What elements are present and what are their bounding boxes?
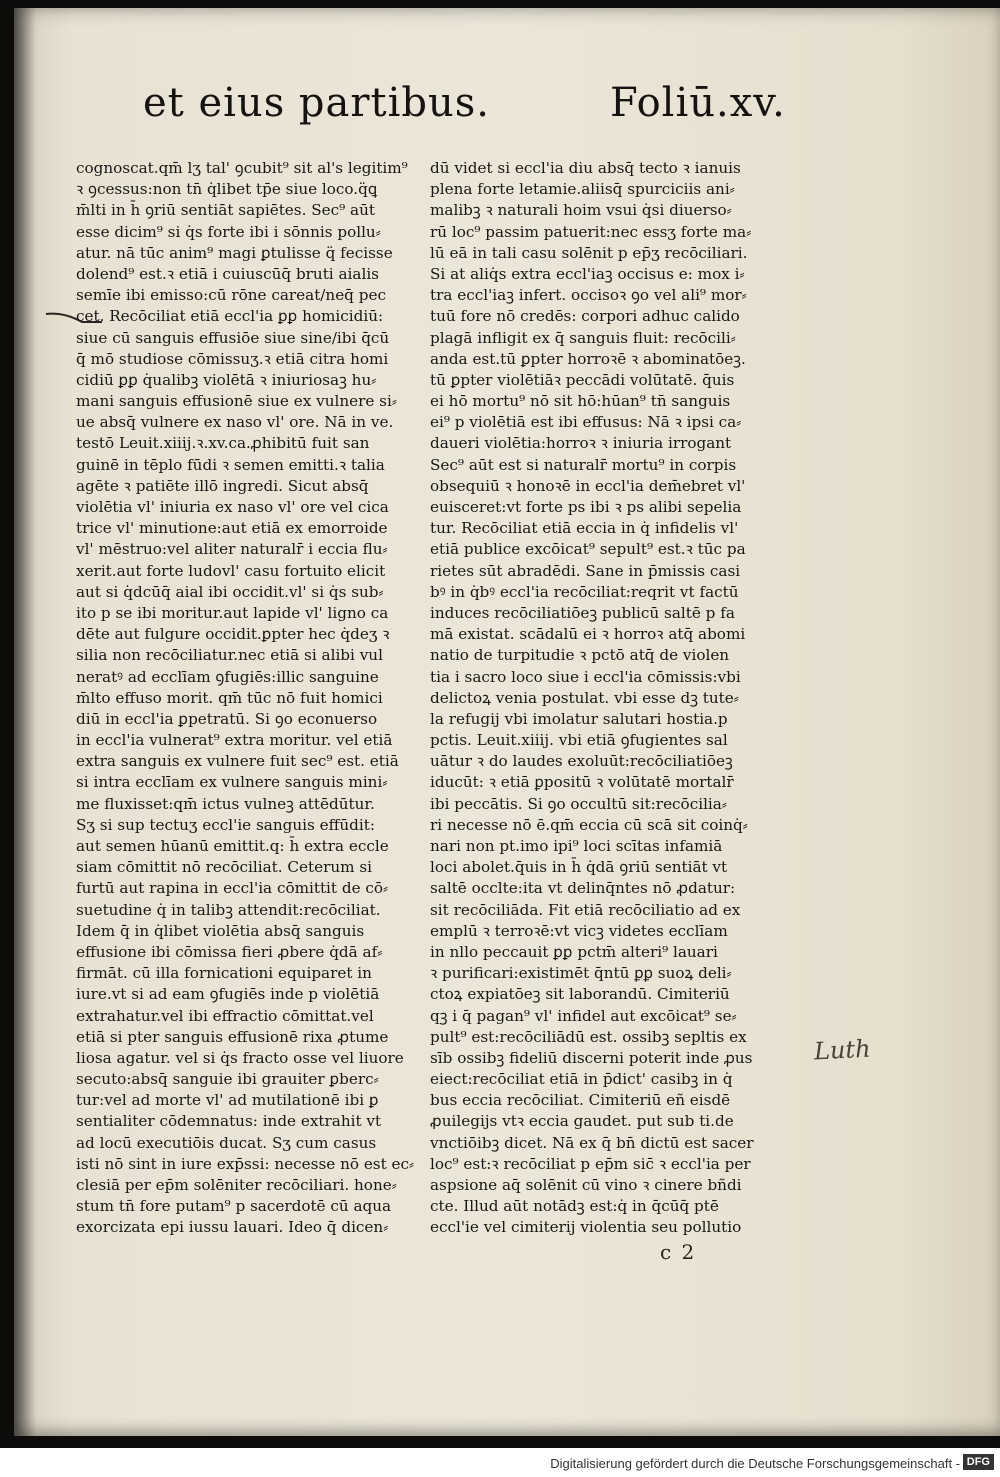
running-head-left: et eius partibus. <box>143 80 490 126</box>
text-line: Sec⁹ aūt est si naturalr̄ mortu⁹ in corpis <box>430 455 737 474</box>
text-line: cte. Illud aūt notādꝫ est:q̇ in q̄cūq̄ ptē <box>430 1197 719 1216</box>
text-line: qꝫ i q̄ pagan⁹ vl' infidel aut excōicat⁹ se⸗ <box>430 1006 737 1025</box>
text-line: bꝰ in q̇bꝰ eccl'ia recōciliat:reqrit vt factū <box>430 582 739 601</box>
text-line: loc⁹ est:ꝛ recōciliat p ep̄m sic̄ ꝛ eccl'ia per <box>430 1154 751 1173</box>
text-line: q̄ mō studiose cōmissuʒ.ꝛ etiā citra homi <box>76 349 389 368</box>
text-line: iure.vt si ad eam ꝯfugiēs inde p violētiā <box>76 985 380 1004</box>
text-column-right <box>430 158 800 1239</box>
text-line: etiā publice excōicat⁹ sepult⁹ est.ꝛ tūc pa <box>430 540 746 559</box>
text-line: malibꝫ ꝛ naturali hoim vsui q̇si diuerso⸗ <box>430 201 732 220</box>
text-line: aut semen hūanū emittit.q: h̄ extra eccle <box>76 837 389 855</box>
text-line: effusione ibi cōmissa fieri ꝓbere q̇dā af⸗ <box>76 942 383 961</box>
text-line: guinē in tēplo fūdi ꝛ semen emitti.ꝛ talia <box>76 455 385 474</box>
text-line: silia non recōciliatur.nec etiā si alibi vul <box>76 646 383 665</box>
text-line: extra sanguis ex vulnere fuit sec⁹ est. etiā <box>76 752 399 771</box>
text-line: tia i sacro loco siue i eccl'ia cōmissis:vbi <box>430 667 741 686</box>
text-line: ꝛ ꝯcessus:non tn̄ q̇libet tp̄e siue loco.q̈ꝗ <box>76 180 378 199</box>
text-line: pult⁹ est:recōciliādū est. ossibꝫ sepltis ex <box>430 1027 747 1046</box>
text-line: sīb ossibꝫ fideliū discerni poterit inde ꝓus <box>430 1048 753 1067</box>
text-line: vnctiōibꝫ dicet. Nā ex q̄ bn̄ dictū est sacer <box>430 1133 754 1152</box>
text-column-left <box>76 158 436 1239</box>
text-line: in nllo peccauit ꝑꝑ pctm̄ alteri⁹ lauari <box>430 942 718 961</box>
text-line: atur. nā tūc anim⁹ magi ꝑtulisse q̈ fecisse <box>76 243 393 262</box>
text-line: in eccl'ia vulnerat⁹ extra moritur. vel etiā <box>76 731 393 750</box>
signature-mark: c 2 <box>660 1240 697 1264</box>
text-line: nari non pt.imo ipi⁹ loci scītas infamiā <box>430 837 723 855</box>
text-line: vl' mēstruo:vel aliter naturalr̄ i eccia flu⸗ <box>76 540 388 559</box>
text-line: anda est.tū ꝑpter horroꝛē ꝛ abominatōeꝫ. <box>430 349 746 368</box>
text-line: aut si q̇dcūq̄ aial ibi occidit.vl' si q̇s sub⸗ <box>76 582 384 601</box>
text-line: plagā infligit ex q̄ sanguis fluit: recōcili⸗ <box>430 328 736 347</box>
text-line: plena forte letamie.aliisq̄ spurciciis ani⸗ <box>430 180 735 199</box>
text-line: ei hō mortu⁹ nō sit hō:hūan⁹ tn̄ sanguis <box>430 392 731 411</box>
text-line: tū ꝑpter violētiāꝛ peccādi volūtatē. q̄uis <box>430 370 735 389</box>
text-line: exorcizata epi iussu lauari. Ideo q̄ dicen⸗ <box>76 1218 389 1237</box>
text-line: tuū fore nō credēs: corpori adhuc calido <box>430 307 740 326</box>
text-line: cidiū ꝑꝑ q̇ualibꝫ violētā ꝛ iniuriosaꝫ hu⸗ <box>76 370 377 389</box>
text-line: Sʒ si sup tectuʒ eccl'ie sanguis effūdit: <box>76 815 375 834</box>
text-line: pctis. Leuit.xiiij. vbi etiā ꝯfugientes sal <box>430 731 728 750</box>
text-line: eiect:recōciliat etiā in p̄dict' casibꝫ in q̇ <box>430 1070 733 1089</box>
text-line: extrahatur.vel ibi effractio cōmittat.vel <box>76 1006 374 1025</box>
text-line: furtū aut rapina in eccl'ia cōmittit de cō⸗ <box>76 879 389 898</box>
text-line: aspsione aq̄ solēnit cū vino ꝛ cinere bñdi <box>430 1176 742 1194</box>
text-line: rū loc⁹ passim patuerit:nec essʒ forte ma⸗ <box>430 222 752 241</box>
text-line: ad locū executiōis ducat. Sʒ cum casus <box>76 1133 377 1152</box>
running-head-folio: Foliū.xv. <box>610 80 786 126</box>
text-line: liosa agatur. vel si q̇s fracto osse vel liuore <box>76 1048 404 1067</box>
text-line: rietes sūt abradēdi. Sane in p̄missis casi <box>430 561 741 580</box>
text-line: ꝓuilegijs vtꝛ eccia gaudet. put sub ti.de <box>430 1112 734 1131</box>
text-line: ꝛ purificari:existimēt q̄ntū ꝑꝑ suoꝝ deli⸗ <box>430 964 732 983</box>
text-line: ei⁹ p violētiā est ibi effusus: Nā ꝛ ipsi ca⸗ <box>430 413 742 432</box>
text-line: esse dicim⁹ si q̇s forte ibi i sōnnis pollu⸗ <box>76 222 381 241</box>
text-line: ctoꝝ expiatōeꝫ sit laborandū. Cimiteriū <box>430 985 730 1004</box>
text-line: ri necesse nō ē.qm̄ eccia cū scā sit coinq̇⸗ <box>430 815 748 834</box>
gutter-shadow <box>14 8 36 1436</box>
text-line: dū videt si eccl'ia diu absq̄ tecto ꝛ ianuis <box>430 159 741 177</box>
text-line: eccl'ie vel cimiterij violentia seu pollutio <box>430 1218 742 1237</box>
dfg-logo-icon: DFG <box>963 1454 994 1470</box>
text-line: suetudine q̇ in talibꝫ attendit:recōciliat. <box>76 900 381 919</box>
text-line: sit recōciliāda. Fit etiā recōciliatio ad ex <box>430 900 741 919</box>
text-line: dēte aut fulgure occidit.ꝑpter hec q̇deʒ ꝛ <box>76 625 390 644</box>
text-line: induces recōciliatiōeꝫ publicū saltē p fa <box>430 603 735 622</box>
text-line: ito p se ibi moritur.aut lapide vl' ligno ca <box>76 603 389 622</box>
text-line: sentialiter cōdemnatus: inde extrahit vt <box>76 1112 382 1131</box>
handwritten-margin-note: Luth <box>813 1034 872 1066</box>
text-line: mā existat. scādalū ei ꝛ horroꝛ atq̄ abomi <box>430 625 746 644</box>
text-line: siam cōmittit nō recōciliat. Ceterum si <box>76 858 373 877</box>
text-line: agēte ꝛ patiēte illō ingredi. Sicut absq̄ <box>76 476 369 495</box>
text-line: firmāt. cū illa fornicationi equiparet in <box>76 964 372 983</box>
text-line: stum tn̄ fore putam⁹ p sacerdotē cū aqua <box>76 1197 392 1216</box>
text-line: ibi peccātis. Si ꝯo occultū sit:recōcilia⸗ <box>430 794 727 813</box>
text-line: obsequiū ꝛ honoꝛē in eccl'ia dem̄ebret vl' <box>430 476 746 495</box>
text-line: testō Leuit.xiiij.ꝛ.xv.ca.ꝓhibitū fuit san <box>76 434 370 453</box>
text-line: neratꝰ ad ecclīam ꝯfugiēs:illic sanguine <box>76 667 379 686</box>
text-line: ue absq̄ vulnere ex naso vl' ore. Nā in ve. <box>76 413 394 432</box>
text-line: me fluxisset:qm̄ ictus vulneꝫ attēdūtur. <box>76 794 375 813</box>
text-line: xerit.aut forte ludovl' casu fortuito elicit <box>76 561 386 580</box>
text-line: trice vl' minutione:aut etiā ex emorroide <box>76 519 388 538</box>
text-line: si intra ecclīam ex vulnere sanguis mini⸗ <box>76 773 388 792</box>
text-line: siue cū sanguis effusiōe siue sine/ibi q̄cū <box>76 328 390 347</box>
text-line: secuto:absq̄ sanguie ibi grauiter ꝑberc⸗ <box>76 1070 379 1089</box>
text-line: m̄lti in h̄ ꝯriū sentiāt sapiētes. Sec⁹ aūt <box>76 201 375 220</box>
text-line: semīe ibi emisso:cū rōne careat/neq̄ pec <box>76 286 386 305</box>
text-line: loci abolet.q̄uis in h̄ q̇dā ꝯriū sentiāt vt <box>430 858 728 877</box>
text-line: emplū ꝛ terroꝛē:vt vicꝫ videtes ecclīam <box>430 921 728 940</box>
text-line: dolend⁹ est.ꝛ etiā i cuiuscūq̄ bruti aialis <box>76 264 379 283</box>
text-line: tra eccl'iaꝫ infert. occisoꝛ ꝯo vel ali⁹ mor⸗ <box>430 286 747 305</box>
text-line: mani sanguis effusionē siue ex vulnere si⸗ <box>76 392 397 411</box>
text-line: cet. Recōciliat etiā eccl'ia ꝑꝑ homicidiū: <box>76 307 384 326</box>
text-line: violētia vl' iniuria ex naso vl' ore vel cica <box>76 498 389 516</box>
text-line: euisceret:vt forte ps ibi ꝛ ps alibi sepelia <box>430 498 742 516</box>
text-line: delictoꝝ venia postulat. vbi esse dꝫ tute⸗ <box>430 688 739 707</box>
text-line: tur:vel ad morte vl' ad mutilationē ibi ꝑ <box>76 1091 379 1110</box>
text-line: etiā si pter sanguis effusionē rixa ꝓtume <box>76 1027 389 1046</box>
footer-credit: Digitalisierung gefördert durch die Deutsche Forschungsgemeinschaft - <box>550 1456 960 1471</box>
text-line: clesiā per ep̄m solēniter recōciliari. hone⸗ <box>76 1176 397 1194</box>
text-line: diū in eccl'ia ꝑpetratū. Si ꝯo econuerso <box>76 709 378 728</box>
text-line: m̄lto effuso morit. qm̄ tūc nō fuit homici <box>76 688 383 707</box>
text-line: iducūt: ꝛ etiā ꝑpositū ꝛ volūtatē mortalr̄ <box>430 773 734 792</box>
text-line: uātur ꝛ do laudes exoluūt:recōciliatiōeꝫ <box>430 752 733 771</box>
text-line: isti nō sint in iure exp̄ssi: necesse nō est ec⸗ <box>76 1154 415 1173</box>
text-line: cognoscat.qm̄ lʒ tal' ꝯcubit⁹ sit al's legitim⁹ <box>76 159 408 177</box>
text-line: lū eā in tali casu solēnit p ep̄ʒ recōciliari. <box>430 243 748 262</box>
text-line: daueri violētia:horroꝛ ꝛ iniuria irrogant <box>430 434 732 453</box>
text-line: Si at aliq̇s extra eccl'iaꝫ occisus e: mox i⸗ <box>430 264 745 283</box>
text-line: bus eccia recōciliat. Cimiteriū eñ eisdē <box>430 1091 731 1110</box>
text-line: la refugij vbi imolatur salutari hostia.p <box>430 709 728 728</box>
text-line: saltē occlte:ita vt delinq̄ntes nō ꝓdatur: <box>430 879 736 898</box>
text-line: tur. Recōciliat etiā eccia in q̇ infidelis vl' <box>430 519 739 538</box>
text-line: natio de turpitudie ꝛ pctō atq̄ de violen <box>430 646 730 665</box>
text-line: Idem q̄ in q̇libet violētia absq̄ sanguis <box>76 921 365 940</box>
